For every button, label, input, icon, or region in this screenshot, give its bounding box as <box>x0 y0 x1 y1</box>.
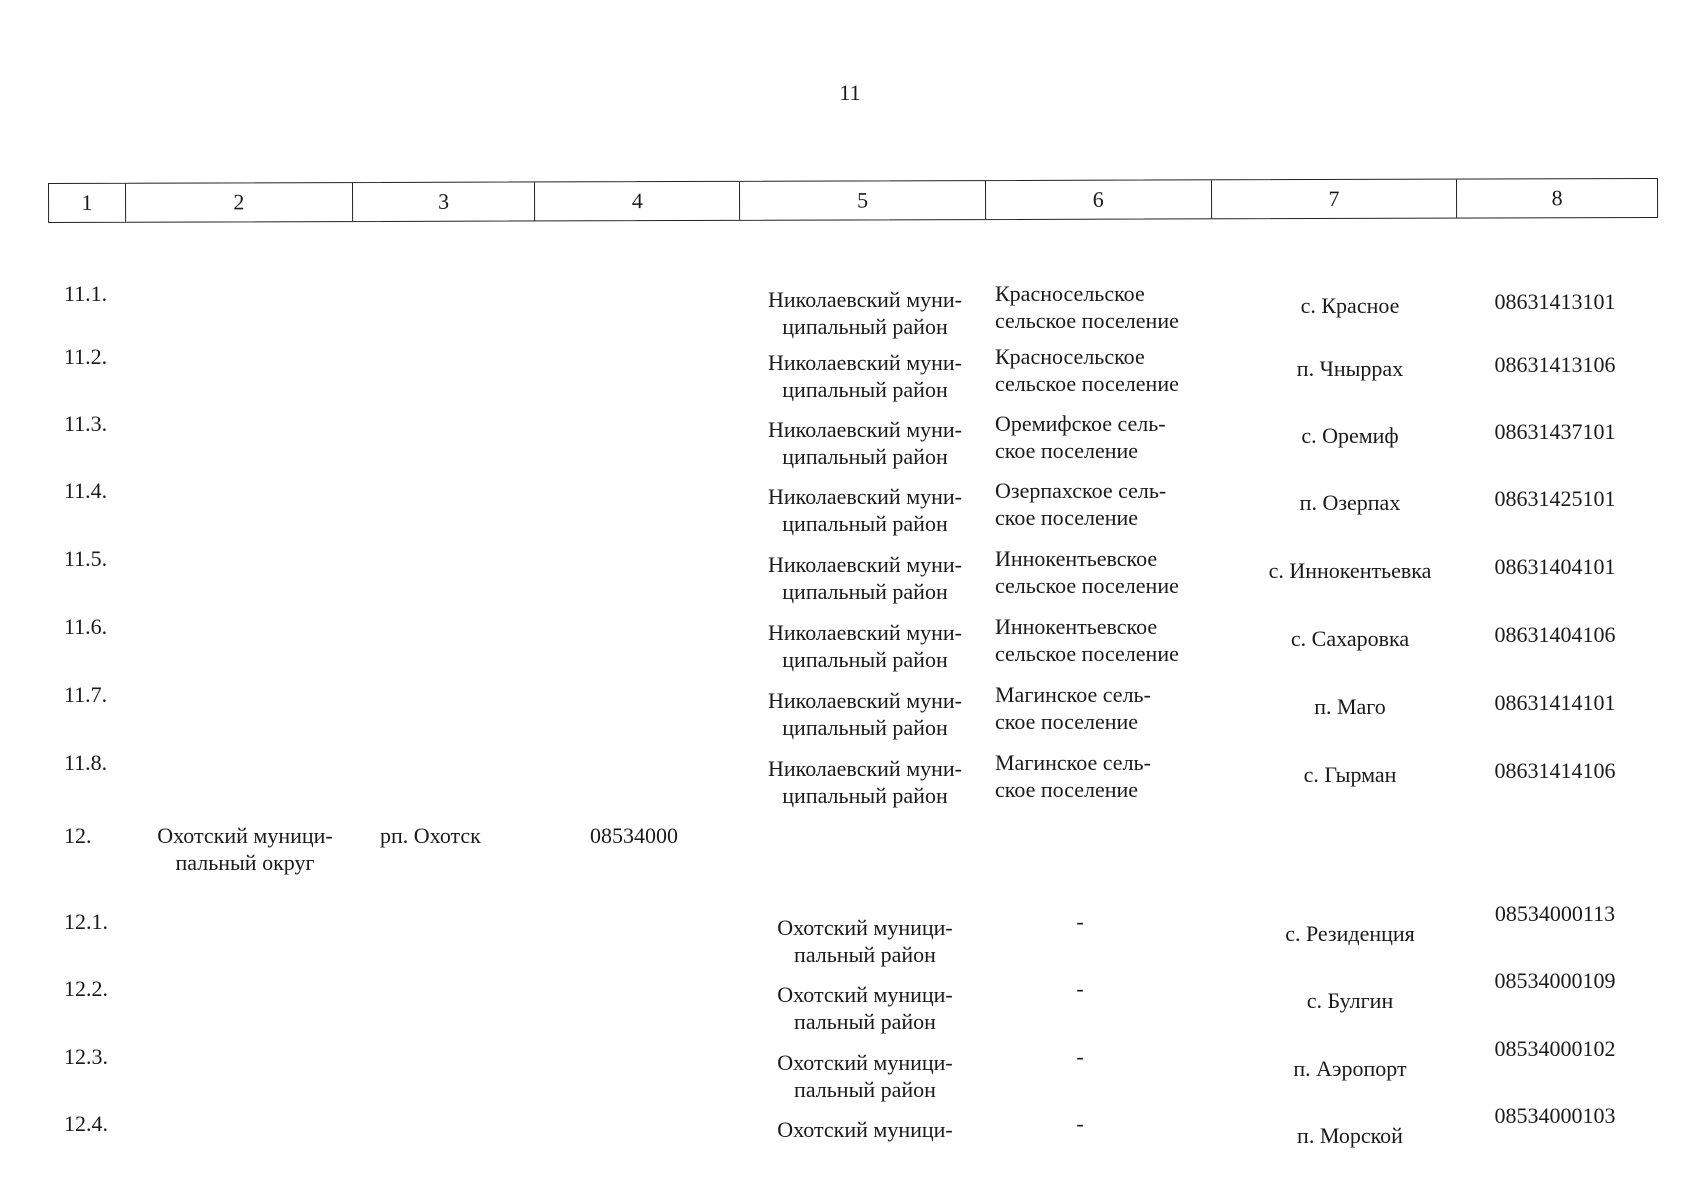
rural-settlement: - <box>1076 909 1084 934</box>
locality-name: с. Оремиф <box>1301 423 1399 448</box>
rural-settlement: Красносельское сельское поселение <box>995 281 1179 333</box>
column-header-4: 4 <box>535 182 740 221</box>
oktmo-code: 08631437101 <box>1494 419 1616 444</box>
locality-name: с. Резиденция <box>1285 921 1415 946</box>
municipal-district: Охотский муници- пальный район <box>777 982 953 1034</box>
municipal-district: Николаевский муни- ципальный район <box>767 484 962 536</box>
locality-name: п. Чныррах <box>1296 356 1404 381</box>
table-row <box>0 613 1697 683</box>
oktmo-code: 08534000109 <box>1494 968 1616 993</box>
table-row <box>0 545 1697 615</box>
locality-name: с. Булгин <box>1306 988 1394 1013</box>
row-number: 12.2. <box>64 976 108 1001</box>
rural-settlement: - <box>1076 1111 1084 1136</box>
column-header-5: 5 <box>740 181 986 220</box>
row-number: 12.1. <box>64 909 108 934</box>
row-number: 12.3. <box>64 1044 108 1069</box>
table-row <box>0 343 1697 413</box>
municipal-district: Охотский муници- пальный округ <box>157 823 333 875</box>
oktmo-code: 08631413101 <box>1494 289 1616 314</box>
rural-settlement: Иннокентьевское сельское поселение <box>995 546 1179 598</box>
row-number: 12. <box>64 823 92 848</box>
column-header-7: 7 <box>1212 180 1458 219</box>
locality-name: п. Озерпах <box>1299 490 1401 515</box>
locality-name: с. Иннокентьевка <box>1268 558 1432 583</box>
column-header-8: 8 <box>1551 185 1563 211</box>
table-row <box>0 280 1697 350</box>
locality-name: с. Сахаровка <box>1290 626 1410 651</box>
locality-name: с. Красное <box>1300 293 1400 318</box>
column-header-2: 2 <box>126 183 353 222</box>
locality-name: п. Морской <box>1297 1123 1403 1148</box>
rural-settlement: Иннокентьевское сельское поселение <box>995 614 1179 666</box>
row-number: 11.4. <box>64 478 108 503</box>
rural-settlement: Магинское сель- ское поселение <box>995 750 1151 802</box>
column-header-6: 6 <box>986 180 1212 219</box>
column-number-header <box>48 178 1658 223</box>
rural-settlement: - <box>1076 976 1084 1001</box>
oktmo-code: 08534000103 <box>1494 1103 1616 1128</box>
municipal-district: Николаевский муни- ципальный район <box>767 688 962 740</box>
locality-name: п. Маго <box>1314 694 1386 719</box>
municipal-district: Охотский муници- <box>777 1117 953 1142</box>
oktmo-code: 08631404101 <box>1494 554 1616 579</box>
rural-settlement: Магинское сель- ское поселение <box>995 682 1151 734</box>
municipal-district: Охотский муници- пальный район <box>777 1050 953 1102</box>
row-number: 11.7. <box>64 682 108 707</box>
table-row <box>0 410 1697 480</box>
table-row <box>0 681 1697 751</box>
row-number: 11.1. <box>64 281 108 306</box>
oktmo-code: 08631413106 <box>1494 352 1616 377</box>
oktmo-code: 08631425101 <box>1494 486 1616 511</box>
table-row <box>0 1103 1697 1180</box>
oktmo-code: 08534000113 <box>1494 901 1616 926</box>
column-header-3: 3 <box>353 182 536 221</box>
municipal-district: Николаевский муни- ципальный район <box>767 287 962 339</box>
row-number: 11.6. <box>64 614 108 639</box>
table-row <box>0 749 1697 819</box>
municipal-district: Николаевский муни- ципальный район <box>767 756 962 808</box>
rural-settlement: - <box>1076 1044 1084 1069</box>
table-row <box>0 1036 1697 1113</box>
rural-settlement: Оремифское сель- ское поселение <box>995 411 1166 463</box>
oktmo-code: 08631414101 <box>1494 690 1616 715</box>
administrative-center: рп. Охотск <box>380 823 481 848</box>
row-number: 12.4. <box>64 1111 108 1136</box>
municipal-district: Охотский муници- пальный район <box>777 915 953 967</box>
row-number: 11.3. <box>64 411 108 436</box>
municipal-district: Николаевский муни- ципальный район <box>767 350 962 402</box>
rural-settlement: Красносельское сельское поселение <box>995 344 1179 396</box>
oktmo-code: 08631404106 <box>1494 622 1616 647</box>
row-number: 11.2. <box>64 344 108 369</box>
row-number: 11.5. <box>64 546 108 571</box>
table-row <box>0 968 1697 1045</box>
municipal-district: Николаевский муни- ципальный район <box>767 620 962 672</box>
table-row <box>0 822 1697 892</box>
municipal-district: Николаевский муни- ципальный район <box>767 417 962 469</box>
municipal-district: Николаевский муни- ципальный район <box>767 552 962 604</box>
oktmo-code: 08534000102 <box>1494 1036 1616 1061</box>
oktmo-code: 08631414106 <box>1494 758 1616 783</box>
oktmo-code: 08534000 <box>590 823 678 848</box>
table-row <box>0 477 1697 547</box>
rural-settlement: Озерпахское сель- ское поселение <box>995 478 1167 530</box>
row-number: 11.8. <box>64 750 108 775</box>
page-number: 11 <box>839 80 861 105</box>
table-row <box>0 901 1697 978</box>
locality-name: п. Аэропорт <box>1293 1056 1407 1081</box>
locality-name: с. Гырман <box>1303 762 1397 787</box>
column-header-1: 1 <box>49 184 126 222</box>
